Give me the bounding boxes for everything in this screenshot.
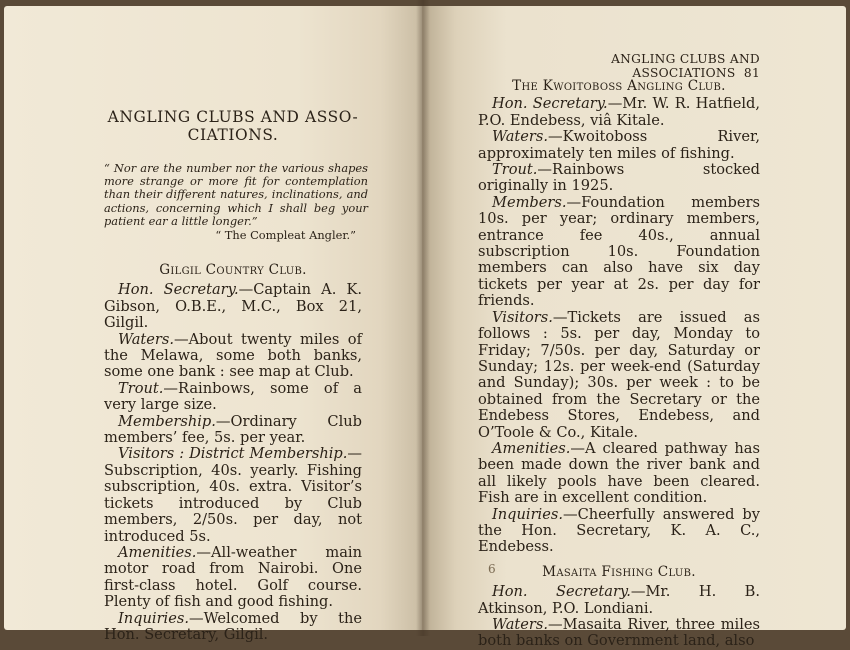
kwoitoboss-entry-text: —Foundation members 10s. per year; ordinary members, entrance fee 40s., annual subscription 10s. Foundation members can also have six day tickets per year at 2s. per day for friends. xyxy=(478,193,760,310)
gilgil-entry-label: Trout. xyxy=(118,379,164,397)
gilgil-entry xyxy=(104,282,362,331)
kwoitoboss-entry xyxy=(478,129,760,162)
kwoitoboss-entry xyxy=(478,96,760,129)
page-number: 81 xyxy=(743,66,760,80)
gilgil-entry-text: —Rainbows, some of a very large size. xyxy=(104,379,362,414)
gilgil-entry-label: Hon. Secretary. xyxy=(118,281,239,299)
kwoitoboss-entry-text: —Cheerfully answered by the Hon. Secretary, K. A. C., Endebess. xyxy=(478,505,760,556)
gilgil-entry-label: Membership. xyxy=(118,412,216,430)
masaita-entry-label: Waters. xyxy=(492,616,549,633)
masaita-entry xyxy=(478,617,760,650)
kwoitoboss-entry-text: —Tickets are issued as follows : 5s. per day, Monday to Friday; 7/50s. per day, Saturday or Sunday; 12s. per week-end (Saturday and Sunday); 30s. per week : to be obtained from the Secretary or the Endebess Stores, Endebess, and O’Toole & Co., Kitale. xyxy=(478,308,760,441)
running-head-title: ANGLING CLUBS AND ASSOCIATIONS xyxy=(611,52,760,80)
masaita-entries xyxy=(478,584,760,650)
kwoitoboss-entry-text: —A cleared pathway has been made down the river bank and all likely pools have been cleared. Fish are in excellent condition. xyxy=(478,439,760,507)
kwoitoboss-entry-label: Inquiries. xyxy=(492,505,563,523)
club-heading-gilgil: Gilgil Country Club. xyxy=(159,262,307,279)
kwoitoboss-entry-text: —Rainbows stocked originally in 1925. xyxy=(478,161,760,195)
gilgil-entries xyxy=(104,282,362,643)
gilgil-entry xyxy=(104,611,362,644)
kwoitoboss-entry-label: Trout. xyxy=(492,161,538,179)
club-heading-masaita: Masaita Fishing Club. xyxy=(542,563,696,580)
gilgil-entry xyxy=(104,446,362,544)
gilgil-entry-label: Visitors : District Membership. xyxy=(118,445,348,463)
running-head xyxy=(510,52,760,80)
kwoitoboss-entry xyxy=(478,162,760,195)
gilgil-entry-label: Inquiries. xyxy=(118,609,189,627)
gilgil-entry-text: —Ordinary Club members’ fee, 5s. per year. xyxy=(104,412,362,447)
gilgil-entry-label: Waters. xyxy=(118,330,175,348)
gilgil-entry-text: —Welcomed by the Hon. Secretary, Gilgil. xyxy=(104,609,362,643)
kwoitoboss-entry-text: —Mr. W. R. Hatfield, P.O. Endebess, viâ Kitale. xyxy=(478,95,760,129)
epigraph-quote: “ Nor are the number nor the various shapes more strange or more fit for contemplation than their different natures, inclinations, and actions, concerning which I shall beg your patient ear a little longer.” xyxy=(104,161,368,228)
masaita-entry-text: —Mr. H. B. Atkinson, P.O. Londiani. xyxy=(478,583,760,617)
right-page-text xyxy=(478,78,760,650)
kwoitoboss-entry-text: —Kwoitoboss River, approximately ten miles of fishing. xyxy=(478,128,760,162)
masaita-entry-text: —Masaita River, three miles both banks on Government land, also xyxy=(478,616,760,650)
gilgil-entry-text: —Subscription, 40s. yearly. Fishing subscription, 40s. extra. Visitor’s tickets introduced by Club members, 2/50s. per day, not introduced 5s. xyxy=(104,445,362,545)
kwoitoboss-entry xyxy=(478,310,760,441)
masaita-entry xyxy=(478,584,760,617)
book-gutter xyxy=(416,0,430,636)
epigraph-attribution: “ The Compleat Angler.” xyxy=(215,228,356,243)
gilgil-entry-text: —All-weather main motor road from Nairobi. One first-class hotel. Golf course. Plenty of fish and good fishing. xyxy=(104,543,362,611)
gilgil-entry-label: Amenities. xyxy=(118,543,197,561)
kwoitoboss-entry-label: Visitors. xyxy=(492,308,553,326)
kwoitoboss-entry xyxy=(478,441,760,507)
kwoitoboss-entry-label: Hon. Secretary. xyxy=(492,95,608,113)
masaita-entry-label: Hon. Secretary. xyxy=(492,583,631,601)
kwoitoboss-entry xyxy=(478,507,760,556)
kwoitoboss-entry-label: Amenities. xyxy=(492,439,571,457)
left-page-title: ANGLING CLUBS AND ASSO-CIATIONS. xyxy=(107,108,359,144)
gilgil-entry xyxy=(104,545,362,611)
left-page-text xyxy=(104,108,368,643)
gilgil-entry-text: —Captain A. K. Gibson, O.B.E., M.C., Box 21, Gilgil. xyxy=(104,281,362,332)
gilgil-entry xyxy=(104,381,362,414)
gilgil-entry xyxy=(104,414,362,447)
kwoitoboss-entry xyxy=(478,195,760,310)
kwoitoboss-entry-label: Waters. xyxy=(492,128,549,146)
gilgil-entry-text: —About twenty miles of the Melawa, some both banks, some one bank : see map at Club. xyxy=(104,330,362,381)
gilgil-entry xyxy=(104,332,362,381)
kwoitoboss-entry-label: Members. xyxy=(492,193,567,211)
kwoitoboss-entries xyxy=(478,96,760,555)
club-heading-kwoitoboss: The Kwoitoboss Angling Club. xyxy=(512,78,726,94)
signature-mark: 6 xyxy=(488,562,496,576)
